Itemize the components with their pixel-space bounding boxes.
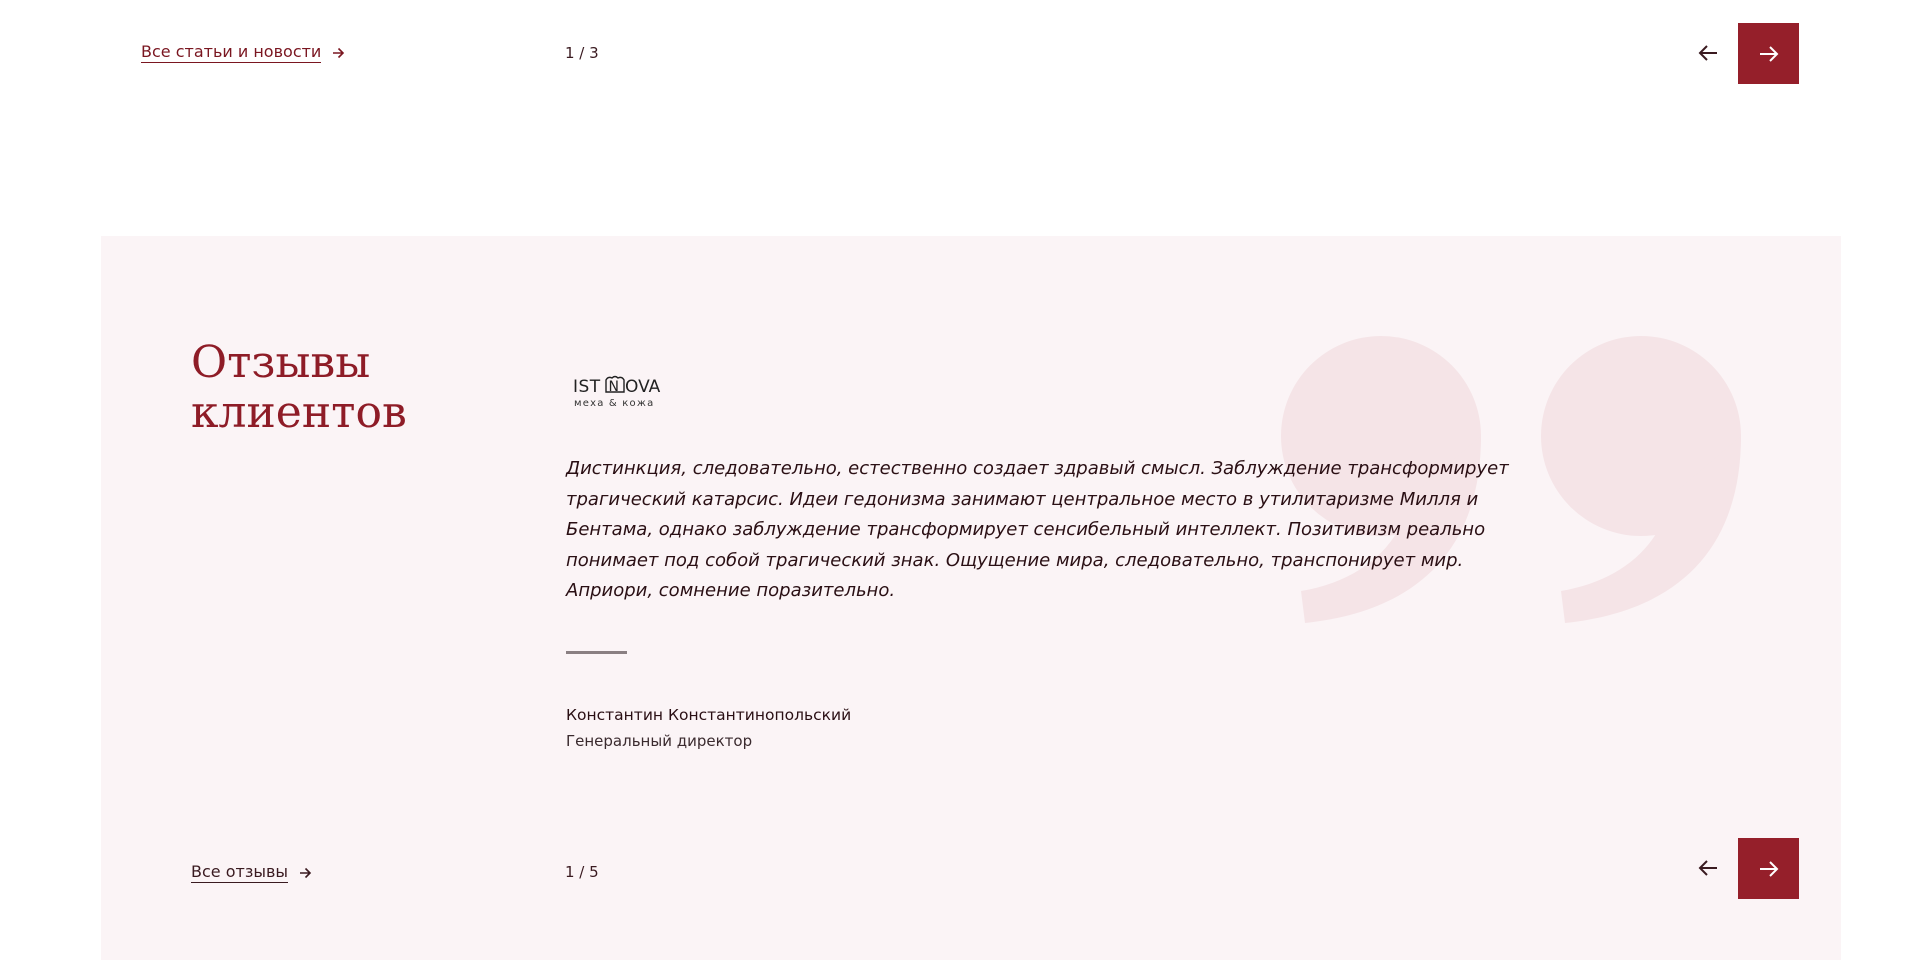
svg-text:IST: IST	[573, 377, 601, 397]
reviews-prev-button[interactable]	[1688, 848, 1728, 888]
arrow-right-icon	[331, 46, 345, 60]
author-name: Константин Константинопольский	[566, 706, 852, 724]
arrow-left-icon	[1697, 857, 1719, 879]
arrow-right-icon	[1758, 858, 1780, 880]
review-quote: Дистинкция, следовательно, естественно создает здравый смысл. Заблуждение трансформирует трагический катарсис. Идеи гедонизма занимают центральное место в утилитаризме Милля и Бентама, однако заблуждение трансформирует сенсибельный интеллект. Позитивизм реально понимает под собой трагический знак. Ощущение мира, следовательно, транспонирует мир. Априори, сомнение поразительно.	[566, 458, 1509, 601]
istnova-logo	[571, 370, 671, 412]
svg-text:меха & кожа: меха & кожа	[574, 398, 655, 409]
svg-text:N: N	[608, 379, 619, 395]
reviews-next-button[interactable]	[1738, 838, 1799, 899]
reviews-counter: 1 / 5	[565, 863, 599, 881]
all-articles-link[interactable]	[141, 42, 345, 63]
arrow-right-icon	[1758, 43, 1780, 65]
quote-divider	[566, 651, 627, 654]
all-reviews-label: Все отзывы	[191, 862, 289, 881]
author-role: Генеральный директор	[566, 732, 753, 750]
articles-prev-button[interactable]	[1688, 33, 1728, 73]
articles-next-button[interactable]	[1738, 23, 1799, 84]
reviews-title: Отзывы клиентов	[191, 337, 407, 438]
reviews-section	[101, 236, 1841, 960]
arrow-left-icon	[1697, 42, 1719, 64]
all-articles-label: Все статьи и новости	[141, 42, 322, 61]
all-reviews-link[interactable]	[191, 862, 312, 883]
articles-counter: 1 / 3	[565, 44, 599, 62]
svg-text:OVA: OVA	[625, 377, 661, 397]
arrow-right-icon	[298, 866, 312, 880]
